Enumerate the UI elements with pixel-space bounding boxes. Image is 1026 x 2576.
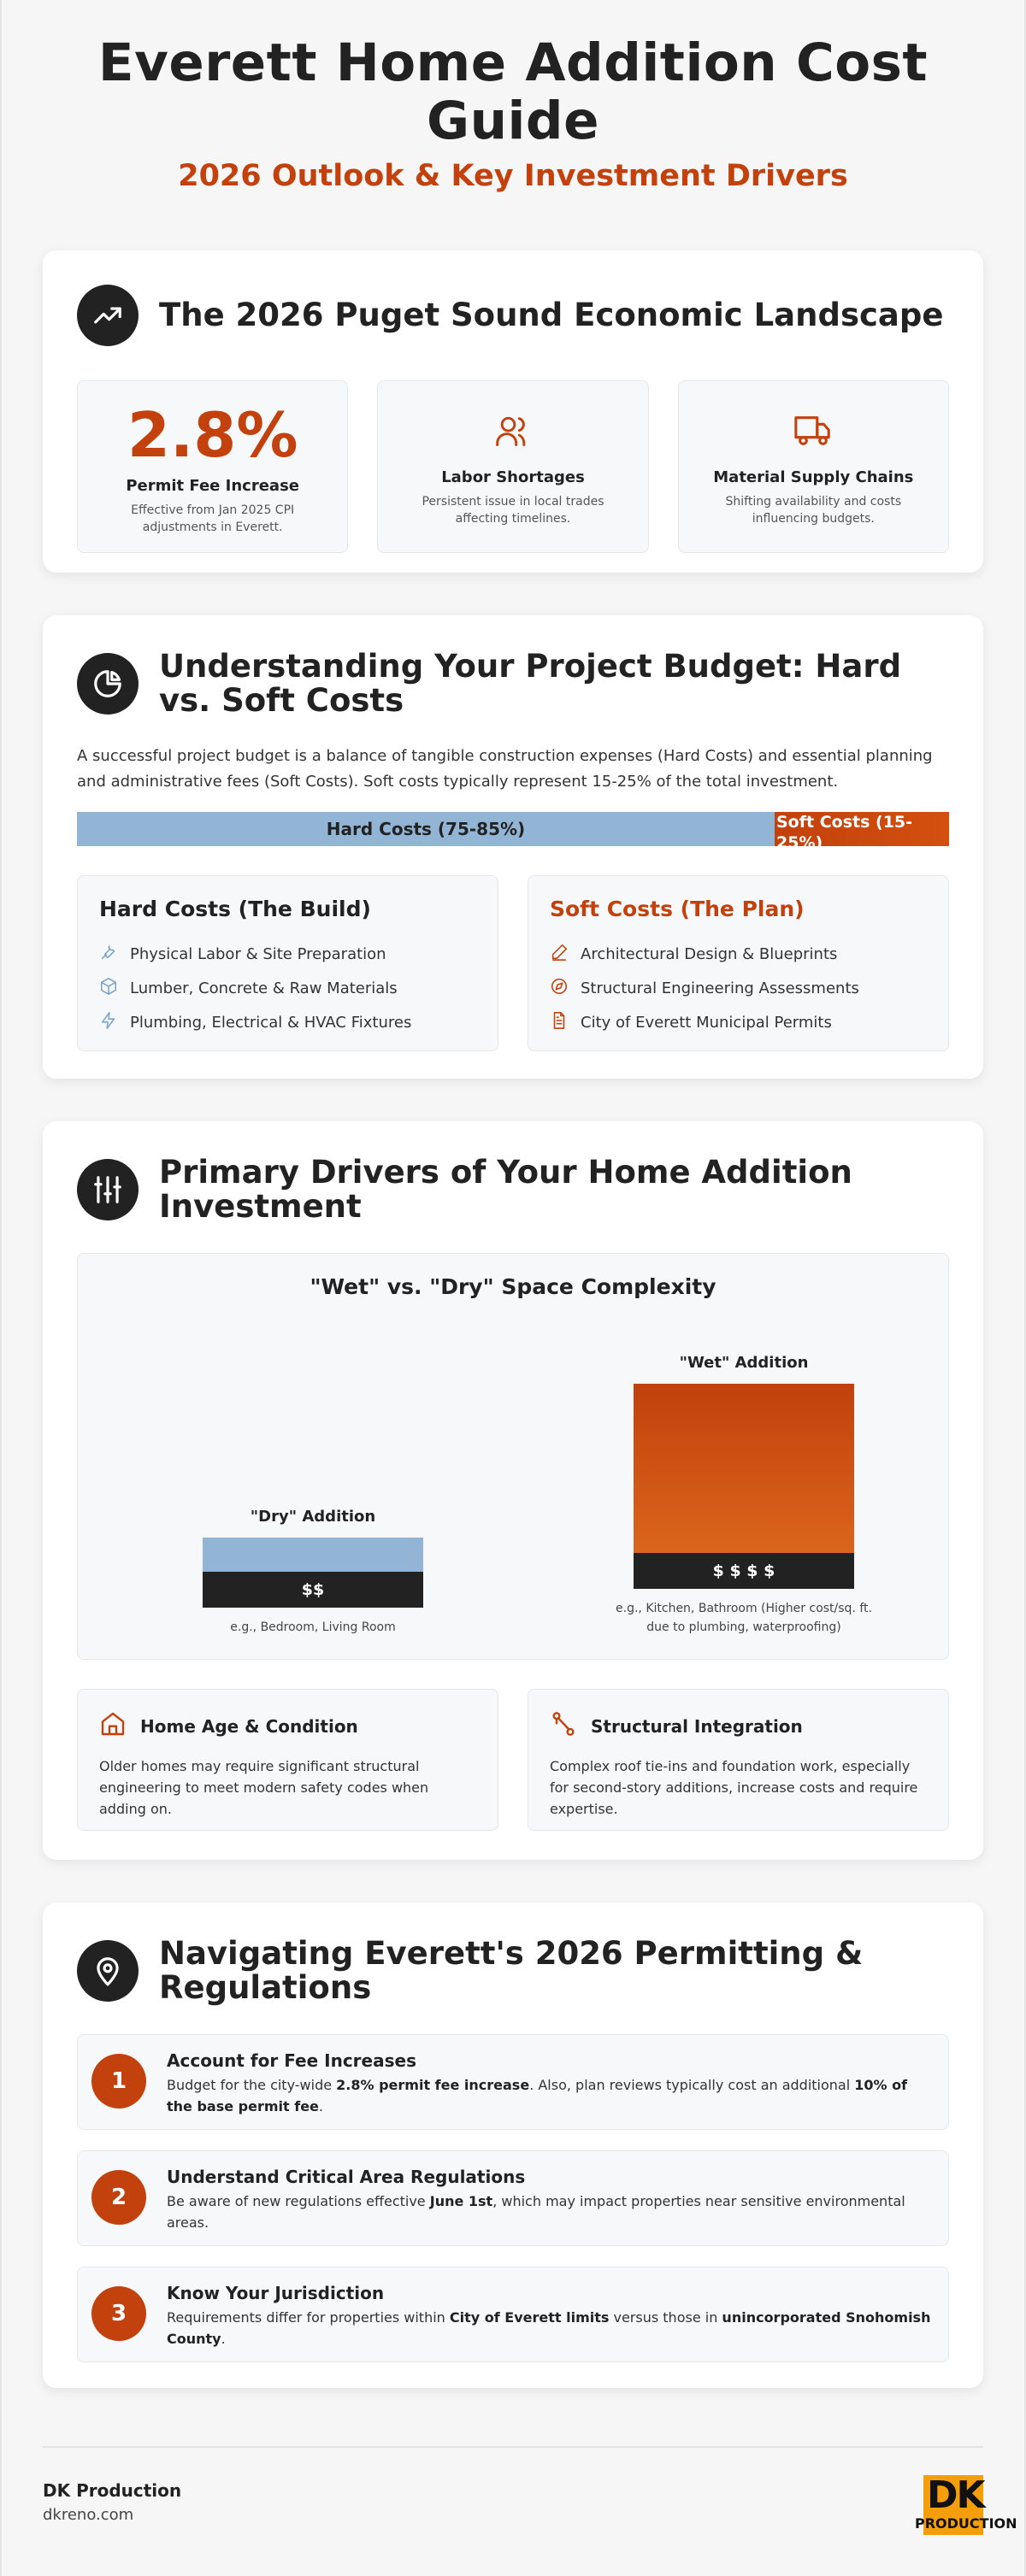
truck-icon: [679, 409, 948, 453]
budget-intro: A successful project budget is a balance of tangible construction expenses (Hard Costs) and essential planning and administrative fees (Soft Costs). Soft costs typically represent 15-25% of the total investment.: [77, 747, 933, 791]
item-label: Physical Labor & Site Preparation: [130, 944, 386, 963]
cost-columns: [77, 875, 949, 1051]
stat-description: Persistent issue in local trades affecting timelines.: [422, 495, 604, 526]
soft-costs-title: Soft Costs (The Plan): [550, 897, 805, 921]
bar-note: e.g., Kitchen, Bathroom (Higher cost/sq. ft. due to plumbing, waterproofing): [616, 1602, 872, 1634]
users-icon: [378, 409, 647, 453]
brand-url[interactable]: dkreno.com: [43, 2506, 134, 2524]
driver-structural: [528, 1689, 949, 1831]
dry-bar-group: [163, 1508, 463, 1637]
bar-price: $$: [203, 1572, 423, 1608]
investment-drivers-card: [43, 1121, 983, 1860]
wet-bar-group: [594, 1354, 893, 1637]
brand-block: [43, 2480, 181, 2535]
section-header: [77, 1156, 949, 1224]
driver-header: [99, 1710, 476, 1742]
wet-addition-bar: [634, 1384, 854, 1589]
hard-costs-title: Hard Costs (The Build): [99, 897, 371, 921]
section-header: [77, 285, 949, 346]
item-label: Plumbing, Electrical & HVAC Fixtures: [130, 1013, 412, 1032]
hard-costs-panel: [77, 875, 498, 1051]
item-label: City of Everett Municipal Permits: [581, 1013, 832, 1032]
logo-letters: DK: [927, 2473, 984, 2517]
stats-row: [77, 380, 949, 553]
lightning-icon: [99, 1011, 118, 1034]
bar-note: e.g., Bedroom, Living Room: [230, 1620, 396, 1634]
section-title: Understanding Your Project Budget: Hard vs. Soft Costs: [159, 648, 902, 719]
pencil-icon: [550, 943, 569, 966]
section-title: Primary Drivers of Your Home Addition Investment: [159, 1154, 852, 1225]
brand-name: DK Production: [43, 2480, 182, 2501]
driver-text: Complex roof tie-ins and foundation work, especially for second-story additions, increase costs and require expertise.: [550, 1758, 918, 1817]
list-item: [99, 971, 476, 1005]
page-subtitle: 2026 Outlook & Key Investment Drivers: [178, 159, 848, 193]
stat-material-supply: [678, 380, 949, 553]
item-label: Structural Engineering Assessments: [581, 979, 859, 997]
compass-icon: [550, 977, 569, 1000]
bar-price: $ $ $ $: [634, 1553, 854, 1589]
wet-dry-chart: [77, 1253, 949, 1660]
list-item: [550, 1005, 927, 1039]
box-icon: [99, 977, 118, 1000]
permitting-card: [43, 1903, 983, 2388]
step-title: Know Your Jurisdiction: [167, 2283, 385, 2303]
step-jurisdiction: [77, 2267, 949, 2362]
section-header: [77, 1937, 949, 2005]
project-budget-card: [43, 615, 983, 1079]
step-critical-areas: [77, 2150, 949, 2246]
page-footer: [43, 2446, 1017, 2535]
economic-landscape-card: [43, 250, 983, 573]
driver-header: [550, 1710, 927, 1742]
section-header: [77, 650, 949, 718]
step-text: Be aware of new regulations effective June 1st, which may impact properties near sensitive environmental areas.: [167, 2193, 905, 2231]
stat-title: Material Supply Chains: [713, 468, 914, 486]
driver-text: Older homes may require significant structural engineering to meet modern safety codes when adding on.: [99, 1758, 429, 1817]
step-number: 2: [91, 2170, 146, 2225]
stat-title: Permit Fee Increase: [126, 477, 299, 495]
item-label: Architectural Design & Blueprints: [581, 944, 838, 963]
home-icon: [99, 1710, 127, 1742]
bar-label: "Dry" Addition: [250, 1508, 376, 1526]
trending-up-icon: [77, 285, 139, 346]
driver-title: Home Age & Condition: [140, 1715, 358, 1737]
stat-permit-fee: [77, 380, 348, 553]
list-item: [99, 1005, 476, 1039]
wrench-icon: [99, 943, 118, 966]
step-text: Budget for the city-wide 2.8% permit fee increase. Also, plan reviews typically cost an additional 10% of the base permit fee.: [167, 2077, 908, 2114]
stat-description: Shifting availability and costs influencing budgets.: [725, 495, 902, 526]
cost-split-bar: [77, 812, 949, 852]
logo-subtext: PRODUCTION: [915, 2515, 1017, 2532]
page-title: Everett Home Addition Cost Guide: [97, 32, 929, 151]
sliders-icon: [77, 1159, 139, 1220]
list-item: [99, 937, 476, 971]
step-number: 1: [91, 2054, 146, 2108]
stat-title: Labor Shortages: [441, 468, 585, 486]
hero-header: [0, 0, 1026, 248]
pie-chart-icon: [77, 653, 139, 715]
map-pin-icon: [77, 1940, 139, 2002]
route-icon: [550, 1710, 577, 1742]
hard-cost-segment: Hard Costs (75-85%): [77, 812, 775, 846]
step-fee-increases: [77, 2034, 949, 2130]
list-item: [550, 971, 927, 1005]
driver-home-age: [77, 1689, 498, 1831]
driver-cards: [77, 1689, 949, 1831]
stat-value: 2.8%: [127, 399, 298, 471]
list-item: [550, 937, 927, 971]
item-label: Lumber, Concrete & Raw Materials: [130, 979, 398, 997]
step-number: 3: [91, 2286, 146, 2341]
stat-labor-shortages: [377, 380, 648, 553]
dry-addition-bar: [203, 1538, 423, 1608]
brand-logo: [915, 2473, 1017, 2535]
section-title: The 2026 Puget Sound Economic Landscape: [159, 297, 944, 333]
document-icon: [550, 1011, 569, 1034]
soft-cost-segment: Soft Costs (15-25%): [775, 812, 949, 846]
step-title: Account for Fee Increases: [167, 2050, 416, 2071]
stat-description: Effective from Jan 2025 CPI adjustments in Everett.: [131, 503, 295, 534]
driver-title: Structural Integration: [591, 1715, 803, 1737]
step-title: Understand Critical Area Regulations: [167, 2167, 526, 2187]
bar-label: "Wet" Addition: [679, 1354, 809, 1372]
step-text: Requirements differ for properties within City of Everett limits versus those in unincorporated Snohomish County.: [167, 2309, 931, 2347]
chart-title: "Wet" vs. "Dry" Space Complexity: [310, 1274, 716, 1299]
section-title: Navigating Everett's 2026 Permitting & Regulations: [159, 1935, 864, 2006]
soft-costs-panel: [528, 875, 949, 1051]
